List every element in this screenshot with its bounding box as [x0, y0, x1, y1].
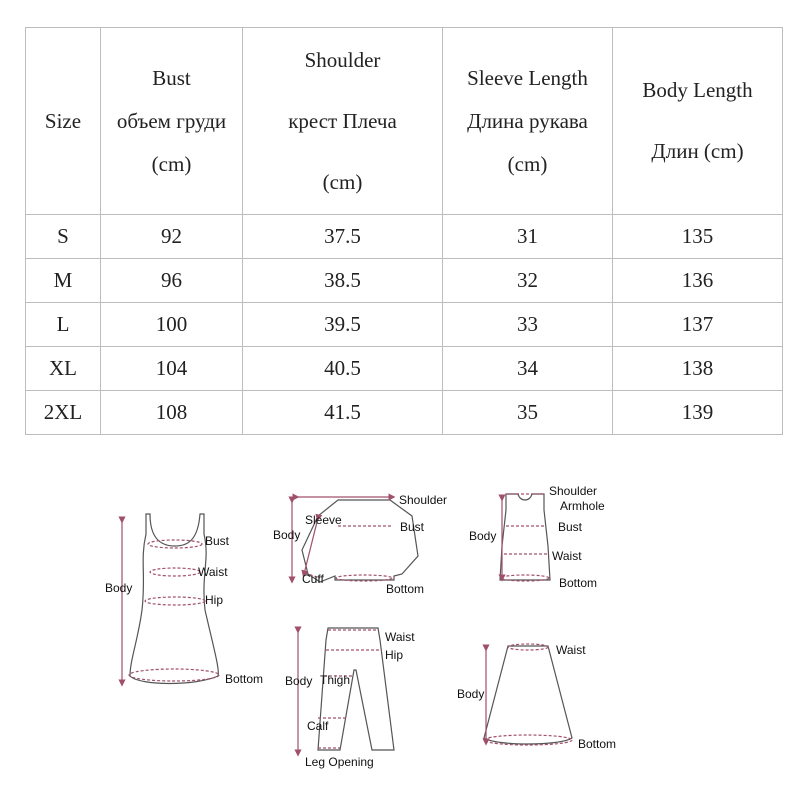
cell-sleeve: 34: [443, 347, 613, 391]
cell-body-length: 138: [613, 347, 783, 391]
cell-shoulder: 37.5: [243, 215, 443, 259]
cell-shoulder: 38.5: [243, 259, 443, 303]
pants-hip-label: Hip: [385, 648, 404, 662]
dress-bust-line: [148, 540, 202, 548]
size-chart-table: [25, 27, 783, 435]
dress-hip-label: Hip: [205, 593, 224, 607]
cell-bust: 100: [101, 303, 243, 347]
table-row: [26, 259, 783, 303]
pants-calf-label: Calf: [307, 719, 329, 733]
vest-outline: [500, 494, 550, 580]
shirt-cuff-label: Cuff: [302, 572, 324, 586]
header-sleeve-length: Sleeve Length Длина рукава (cm): [443, 28, 613, 215]
vest-bust-label: Bust: [558, 520, 583, 534]
cell-shoulder: 40.5: [243, 347, 443, 391]
skirt-waist-label: Waist: [556, 643, 586, 657]
cell-size: 2XL: [26, 391, 101, 435]
cell-bust: 96: [101, 259, 243, 303]
vest-shoulder-label: Shoulder: [549, 484, 598, 498]
cell-body-length: 139: [613, 391, 783, 435]
vest-bottom-label: Bottom: [559, 576, 598, 590]
header-body-length: Body Length Длин (cm): [613, 28, 783, 215]
shirt-bust-label: Bust: [400, 520, 425, 534]
header-row: [26, 28, 783, 215]
vest-armhole-label: Armhole: [560, 499, 605, 513]
cell-shoulder: 39.5: [243, 303, 443, 347]
shirt-shoulder-label: Shoulder: [399, 493, 448, 507]
cell-size: S: [26, 215, 101, 259]
cell-sleeve: 31: [443, 215, 613, 259]
dress-body-label: Body: [105, 581, 133, 595]
cell-sleeve: 32: [443, 259, 613, 303]
table-row: [26, 347, 783, 391]
cell-bust: 104: [101, 347, 243, 391]
vest-body-label: Body: [469, 529, 497, 543]
shirt-diagram: [273, 493, 447, 596]
table-row: [26, 303, 783, 347]
skirt-outline: [484, 646, 572, 744]
cell-body-length: 135: [613, 215, 783, 259]
shirt-body-label: Body: [273, 528, 301, 542]
dress-hip-line: [145, 597, 205, 605]
cell-size: XL: [26, 347, 101, 391]
pants-body-label: Body: [285, 674, 313, 688]
cell-bust: 92: [101, 215, 243, 259]
header-bust: Bust объем груди (cm): [101, 28, 243, 215]
cell-body-length: 137: [613, 303, 783, 347]
dress-bottom-label: Bottom: [225, 672, 264, 686]
skirt-bottom-label: Bottom: [578, 737, 617, 751]
cell-sleeve: 35: [443, 391, 613, 435]
pants-waist-label: Waist: [385, 630, 415, 644]
measurement-diagrams: [0, 470, 800, 790]
dress-diagram: [105, 514, 263, 686]
table-row: [26, 215, 783, 259]
header-size: Size: [26, 28, 101, 215]
shirt-sleeve-label: Sleeve: [305, 513, 342, 527]
shirt-bottom-label: Bottom: [386, 582, 425, 596]
vest-diagram: [469, 484, 605, 590]
cell-sleeve: 33: [443, 303, 613, 347]
vest-waist-label: Waist: [552, 549, 582, 563]
cell-size: L: [26, 303, 101, 347]
dress-bust-label: Bust: [205, 534, 230, 548]
skirt-waist-line: [508, 644, 548, 650]
table-row: [26, 391, 783, 435]
dress-waist-label: Waist: [198, 565, 228, 579]
cell-bust: 108: [101, 391, 243, 435]
dress-bottom-line: [129, 669, 219, 681]
skirt-diagram: [457, 643, 616, 751]
cell-shoulder: 41.5: [243, 391, 443, 435]
pants-thigh-label: Thigh: [320, 673, 351, 687]
pants-diagram: [285, 628, 415, 769]
cell-size: M: [26, 259, 101, 303]
dress-waist-line: [150, 568, 200, 576]
cell-body-length: 136: [613, 259, 783, 303]
pants-leg-opening-label: Leg Opening: [305, 755, 374, 769]
skirt-body-label: Body: [457, 687, 485, 701]
pants-outline: [318, 628, 394, 750]
header-shoulder: Shoulder крест Плеча (cm): [243, 28, 443, 215]
